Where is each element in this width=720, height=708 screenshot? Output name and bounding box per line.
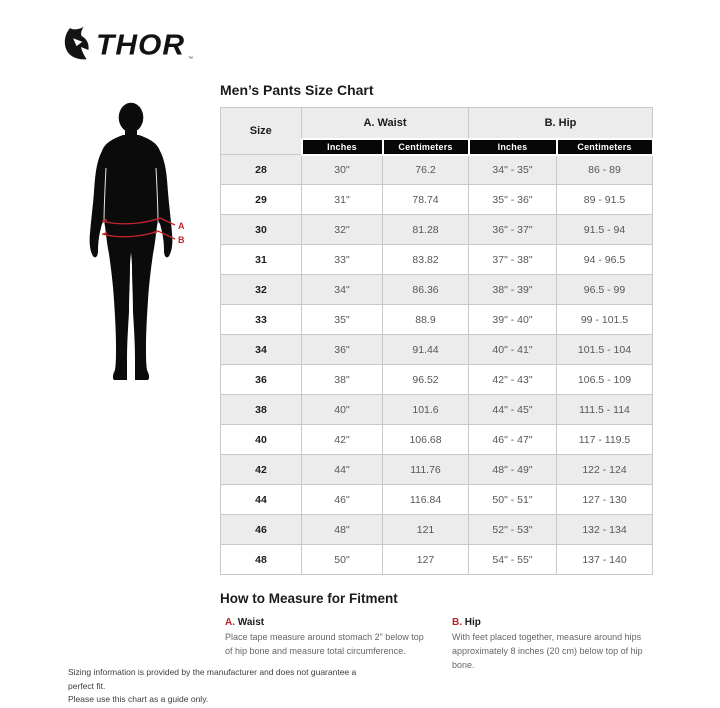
thor-helmet-icon [63,26,91,65]
fitment-letter: B. [452,617,462,628]
measurement-cell: 121 [383,515,469,545]
measurement-cell: 44" - 45" [469,395,557,425]
body-silhouette-figure [83,102,188,384]
measurement-cell: 101.5 - 104 [557,335,653,365]
size-cell: 33 [221,305,302,335]
measurement-cell: 37" - 38" [469,245,557,275]
measurement-cell: 50" - 51" [469,485,557,515]
fitment-item-heading [225,617,430,628]
measurement-cell: 94 - 96.5 [557,245,653,275]
measurement-cell: 40" - 41" [469,335,557,365]
table-row [221,515,653,545]
measurement-cell: 81.28 [383,215,469,245]
disclaimer-line-2: Please use this chart as a guide only. [68,694,209,705]
measurement-cell: 36" - 37" [469,215,557,245]
hip-callout-label: B [178,235,185,245]
measurement-cell: 76.2 [383,155,469,185]
table-row [221,545,653,575]
measurement-cell: 50" [302,545,383,575]
measurement-cell: 88.9 [383,305,469,335]
subheader-waist-inches: Inches [302,139,383,155]
fitment-letter: A. [225,617,235,628]
measurement-cell: 34" - 35" [469,155,557,185]
table-row [221,305,653,335]
measurement-cell: 137 - 140 [557,545,653,575]
measurement-cell: 42" - 43" [469,365,557,395]
measurement-cell: 54" - 55" [469,545,557,575]
thor-logo-trademark: ™ [188,56,193,62]
column-header-size: Size [221,108,302,155]
measurement-cell: 106.68 [383,425,469,455]
table-row [221,395,653,425]
size-chart-table [220,107,654,575]
thor-logo-text: THOR [96,29,185,61]
measurement-cell: 52" - 53" [469,515,557,545]
measurement-cell: 122 - 124 [557,455,653,485]
fitment-name: Hip [464,617,481,628]
measurement-cell: 48" - 49" [469,455,557,485]
page-title: Men’s Pants Size Chart [220,82,374,98]
size-cell: 28 [221,155,302,185]
table-row [221,215,653,245]
table-row [221,485,653,515]
measurement-cell: 78.74 [383,185,469,215]
size-cell: 44 [221,485,302,515]
measurement-cell: 46" [302,485,383,515]
size-cell: 30 [221,215,302,245]
fitment-item-waist [225,617,430,673]
measurement-cell: 34" [302,275,383,305]
measurement-cell: 42" [302,425,383,455]
measurement-cell: 117 - 119.5 [557,425,653,455]
size-cell: 29 [221,185,302,215]
table-row [221,185,653,215]
measurement-cell: 91.44 [383,335,469,365]
measurement-cell: 35" - 36" [469,185,557,215]
measurement-cell: 106.5 - 109 [557,365,653,395]
measurement-cell: 132 - 134 [557,515,653,545]
measurement-cell: 101.6 [383,395,469,425]
measurement-cell: 39" - 40" [469,305,557,335]
measurement-cell: 96.5 - 99 [557,275,653,305]
measurement-cell: 40" [302,395,383,425]
size-cell: 42 [221,455,302,485]
subheader-hip-inches: Inches [469,139,557,155]
size-cell: 32 [221,275,302,305]
table-row [221,455,653,485]
measurement-cell: 127 - 130 [557,485,653,515]
subheader-waist-centimeters: Centimeters [383,139,469,155]
subheader-hip-centimeters: Centimeters [557,139,653,155]
fitment-item-heading [452,617,657,628]
measurement-cell: 96.52 [383,365,469,395]
measurement-cell: 35" [302,305,383,335]
measurement-cell: 86 - 89 [557,155,653,185]
measurement-cell: 31" [302,185,383,215]
size-cell: 40 [221,425,302,455]
table-row [221,155,653,185]
table-row [221,365,653,395]
size-cell: 31 [221,245,302,275]
measurement-cell: 38" [302,365,383,395]
measurement-cell: 38" - 39" [469,275,557,305]
male-silhouette [90,103,173,380]
measurement-cell: 30" [302,155,383,185]
table-row [221,335,653,365]
size-table-body [221,155,653,575]
column-group-waist: A. Waist [302,108,469,139]
measurement-cell: 46" - 47" [469,425,557,455]
measurement-cell: 89 - 91.5 [557,185,653,215]
size-cell: 38 [221,395,302,425]
measurement-cell: 36" [302,335,383,365]
table-row [221,245,653,275]
measurement-cell: 111.76 [383,455,469,485]
measurement-cell: 116.84 [383,485,469,515]
measurement-cell: 32" [302,215,383,245]
size-cell: 46 [221,515,302,545]
measurement-cell: 111.5 - 114 [557,395,653,425]
fitment-title: How to Measure for Fitment [220,591,398,606]
measurement-cell: 48" [302,515,383,545]
size-table-header [221,108,653,155]
measurement-cell: 99 - 101.5 [557,305,653,335]
disclaimer-line-1: Sizing information is provided by the manufacturer and does not guarantee a perfect fit. [68,667,357,691]
measurement-cell: 91.5 - 94 [557,215,653,245]
sizing-disclaimer [68,666,368,707]
size-cell: 36 [221,365,302,395]
size-cell: 48 [221,545,302,575]
measurement-cell: 83.82 [383,245,469,275]
measurement-cell: 86.36 [383,275,469,305]
table-row [221,275,653,305]
fitment-item-hip [452,617,657,673]
table-row [221,425,653,455]
size-cell: 34 [221,335,302,365]
measurement-cell: 127 [383,545,469,575]
measurement-cell: 33" [302,245,383,275]
measurement-cell: 44" [302,455,383,485]
fitment-name: Waist [237,617,265,628]
thor-logo [63,26,193,65]
fitment-description: With feet placed together, measure around hips approximately 8 inches (20 cm) below top of hip bone. [452,632,643,670]
waist-callout-label: A [178,221,185,231]
fitment-description: Place tape measure around stomach 2" below top of hip bone and measure total circumference. [225,632,424,656]
column-group-hip: B. Hip [469,108,653,139]
fitment-section [220,591,657,673]
